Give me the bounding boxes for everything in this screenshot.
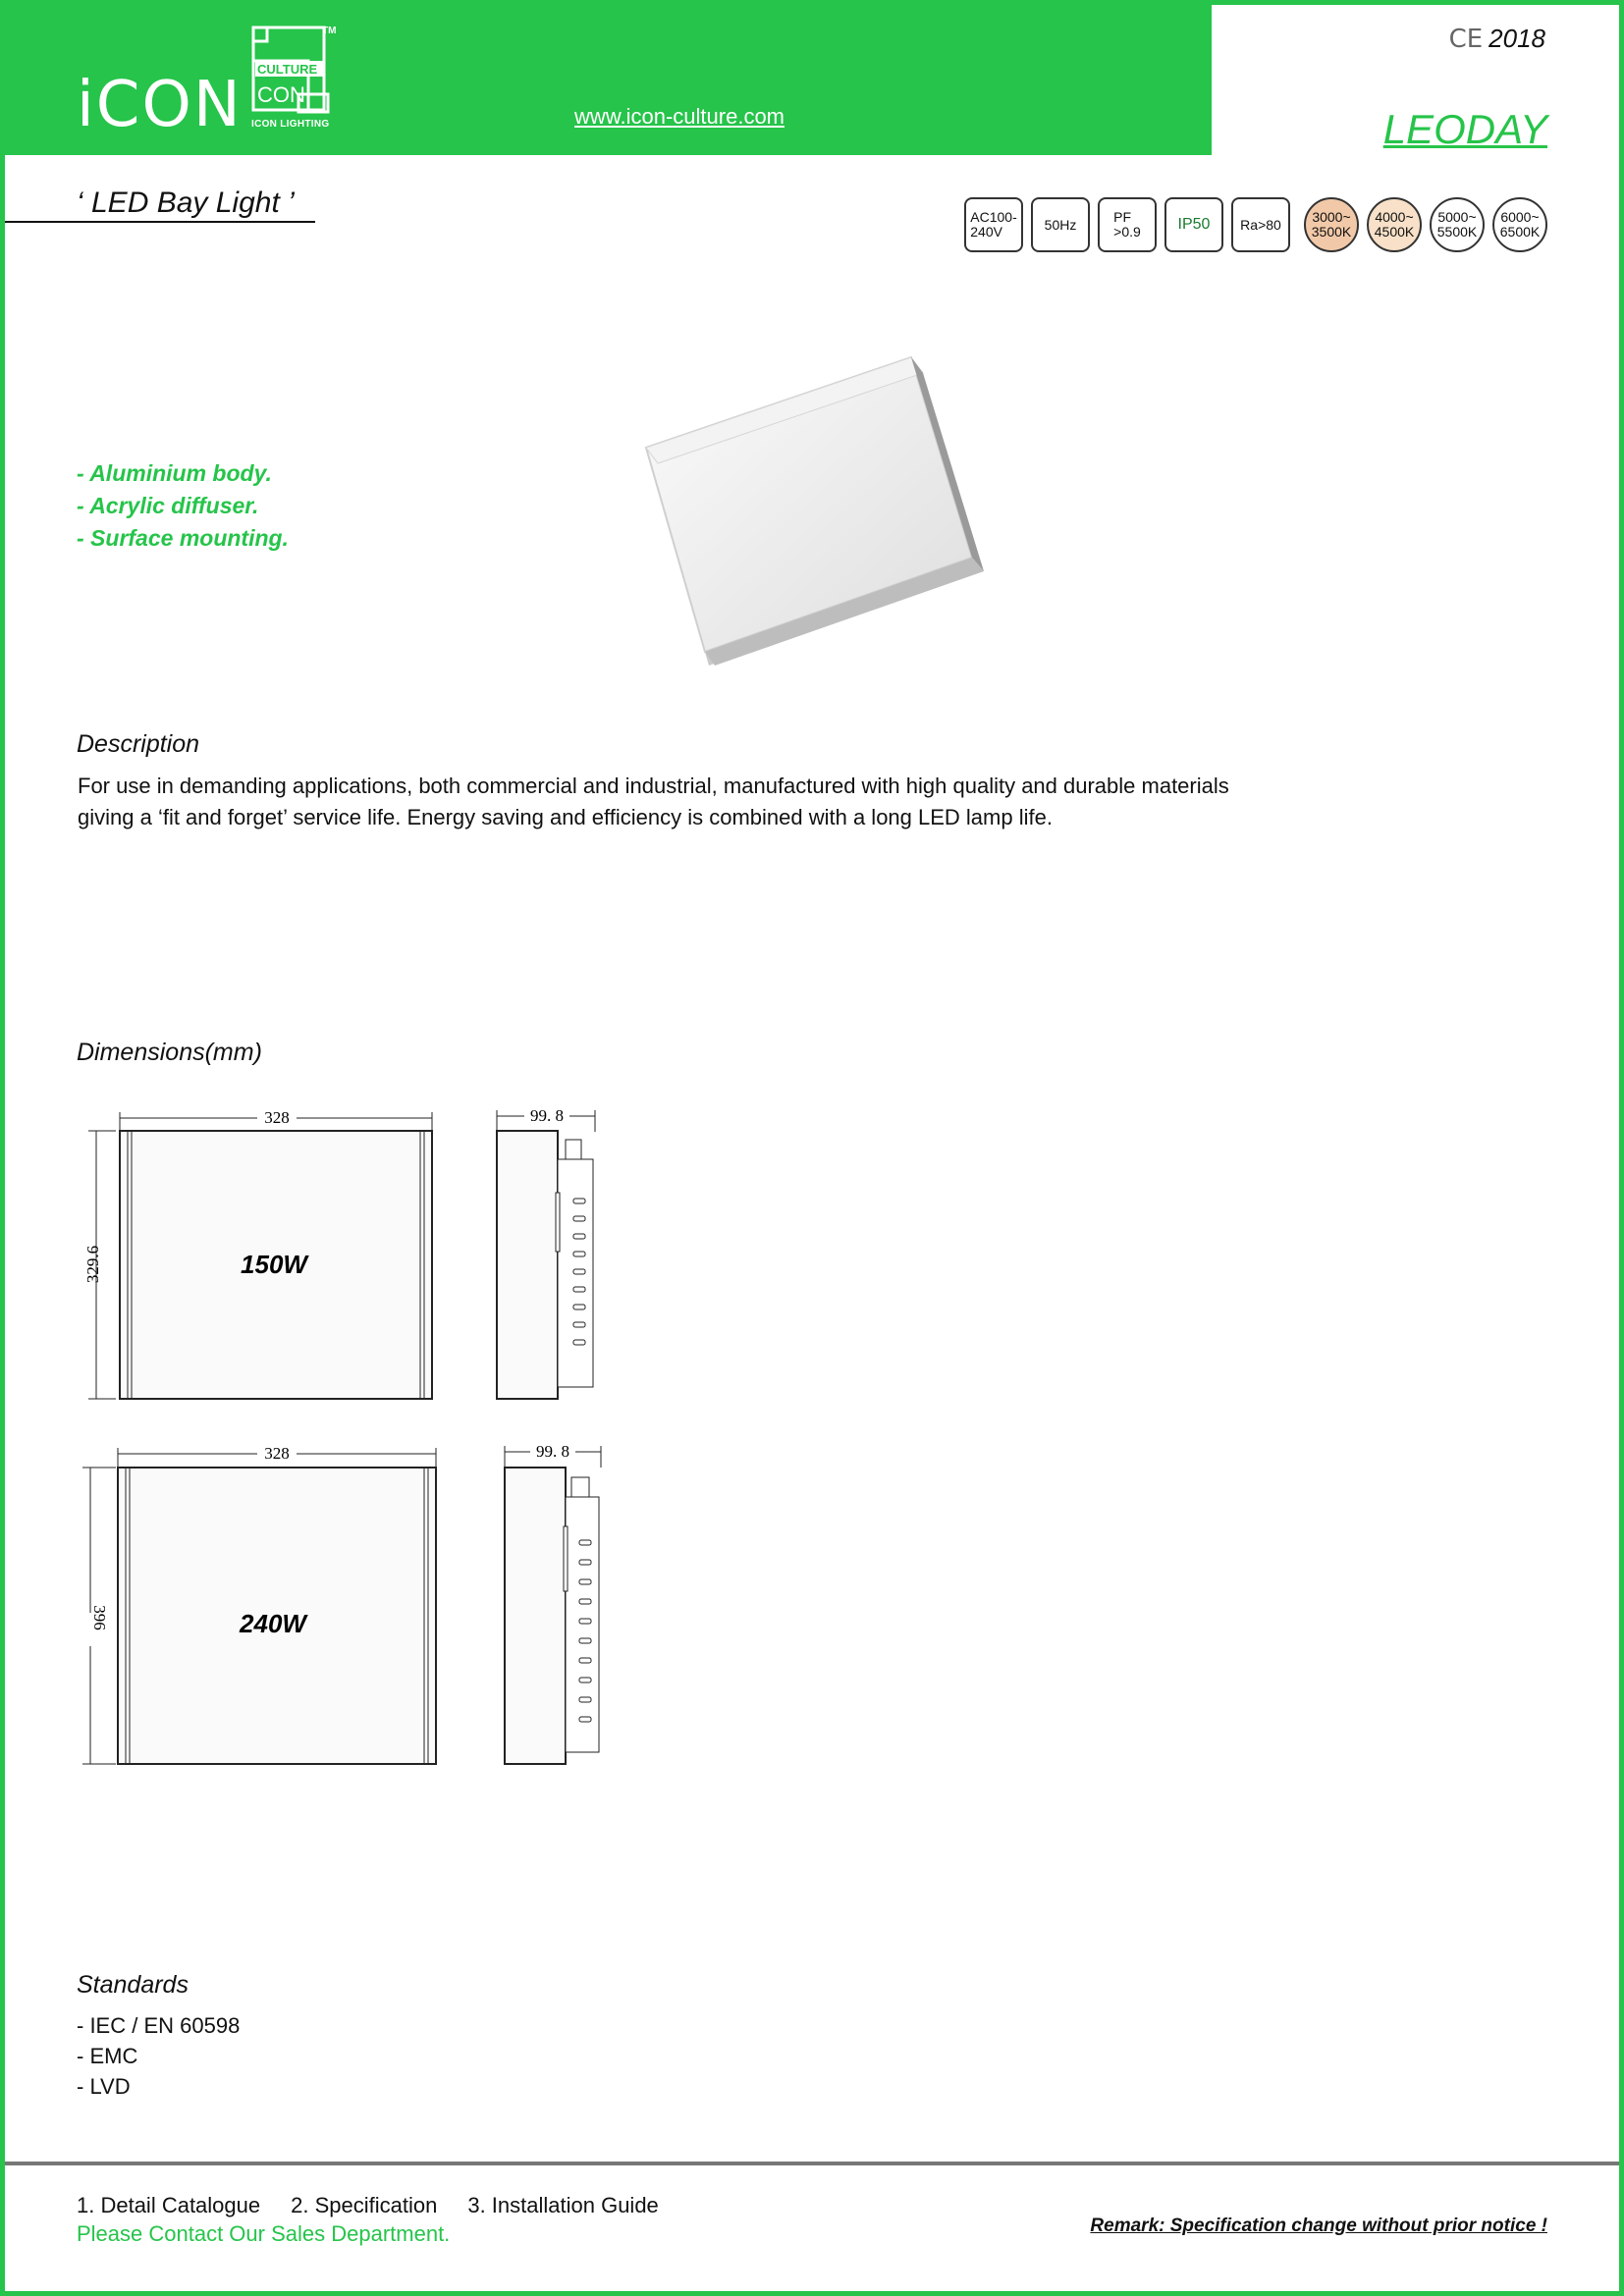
standard-item: - LVD [77,2074,131,2099]
drawing-240w-side [499,1440,617,1770]
standard-item: - EMC [77,2044,138,2068]
installation-guide-link[interactable]: 3. Installation Guide [467,2193,659,2217]
dimension-width-240w: 328 [264,1444,290,1463]
wattage-label-150w: 150W [241,1250,307,1279]
logo-icon [244,22,342,132]
cct-badge-5000k: 5000~ 5500K [1430,197,1485,252]
header-banner [0,0,1212,155]
description-text: For use in demanding applications, both commercial and industrial, manufactured with high quality and durable materials giving a ‘fit and forget’ service life. Energy saving and efficiency is combined with a long LED lamp life. [78,774,1229,829]
voltage-badge: AC100- 240V [964,197,1023,252]
remark-note: Remark: Specification change without prior notice ! [1090,2216,1547,2236]
specification-link[interactable]: 2. Specification [291,2193,438,2217]
power-factor-badge: PF >0.9 [1098,197,1157,252]
dimensions-heading: Dimensions(mm) [77,1039,262,1066]
ce-mark-icon: CE [1448,25,1484,54]
footer-divider [5,2162,1619,2165]
cri-badge: Ra>80 [1231,197,1290,252]
drawing-240w-front [77,1440,440,1770]
cct-badge-6000k: 6000~ 6500K [1492,197,1547,252]
website-link[interactable]: www.icon-culture.com [574,104,785,129]
logo-caption: ICON LIGHTING [251,119,330,130]
dimension-height-150w: 329.6 [83,1245,102,1284]
detail-catalogue-link[interactable]: 1. Detail Catalogue [77,2193,261,2217]
title-underline [5,221,315,223]
dimension-height-240w: 396 [90,1605,109,1630]
description-heading: Description [77,730,200,758]
standards-list [77,2010,240,2102]
product-image [628,353,1001,677]
standards-heading: Standards [77,1971,189,1999]
drawing-150w-front [77,1104,440,1409]
feature-list [77,457,289,555]
year: 2018 [1489,24,1545,53]
feature-item: - Acrylic diffuser. [77,493,259,518]
brand-name: LEODAY [1382,106,1547,152]
ip-rating-badge: IP50 [1164,197,1223,252]
product-title: ‘ LED Bay Light ’ [77,187,295,219]
logo-wordmark: iCON [77,69,243,141]
spec-badges [964,197,1547,252]
footer-links [77,2193,689,2218]
feature-item: - Surface mounting. [77,525,289,551]
frequency-badge: 50Hz [1031,197,1090,252]
dimension-depth-240w: 99. 8 [536,1442,569,1461]
feature-item: - Aluminium body. [77,460,272,486]
standard-item: - IEC / EN 60598 [77,2013,241,2038]
logo-mark-culture: CULTURE [257,62,318,77]
dimension-depth-150w: 99. 8 [530,1106,564,1125]
dimension-width-150w: 328 [264,1108,290,1127]
contact-note: Please Contact Our Sales Department. [77,2221,451,2246]
trademark-symbol: TM [322,26,337,36]
drawing-150w-side [491,1104,609,1409]
logo-mark-con: CON [257,82,305,107]
wattage-label-240w: 240W [240,1609,306,1638]
ce-year [1449,24,1545,54]
cct-badge-3000k: 3000~ 3500K [1304,197,1359,252]
cct-badge-4000k: 4000~ 4500K [1367,197,1422,252]
